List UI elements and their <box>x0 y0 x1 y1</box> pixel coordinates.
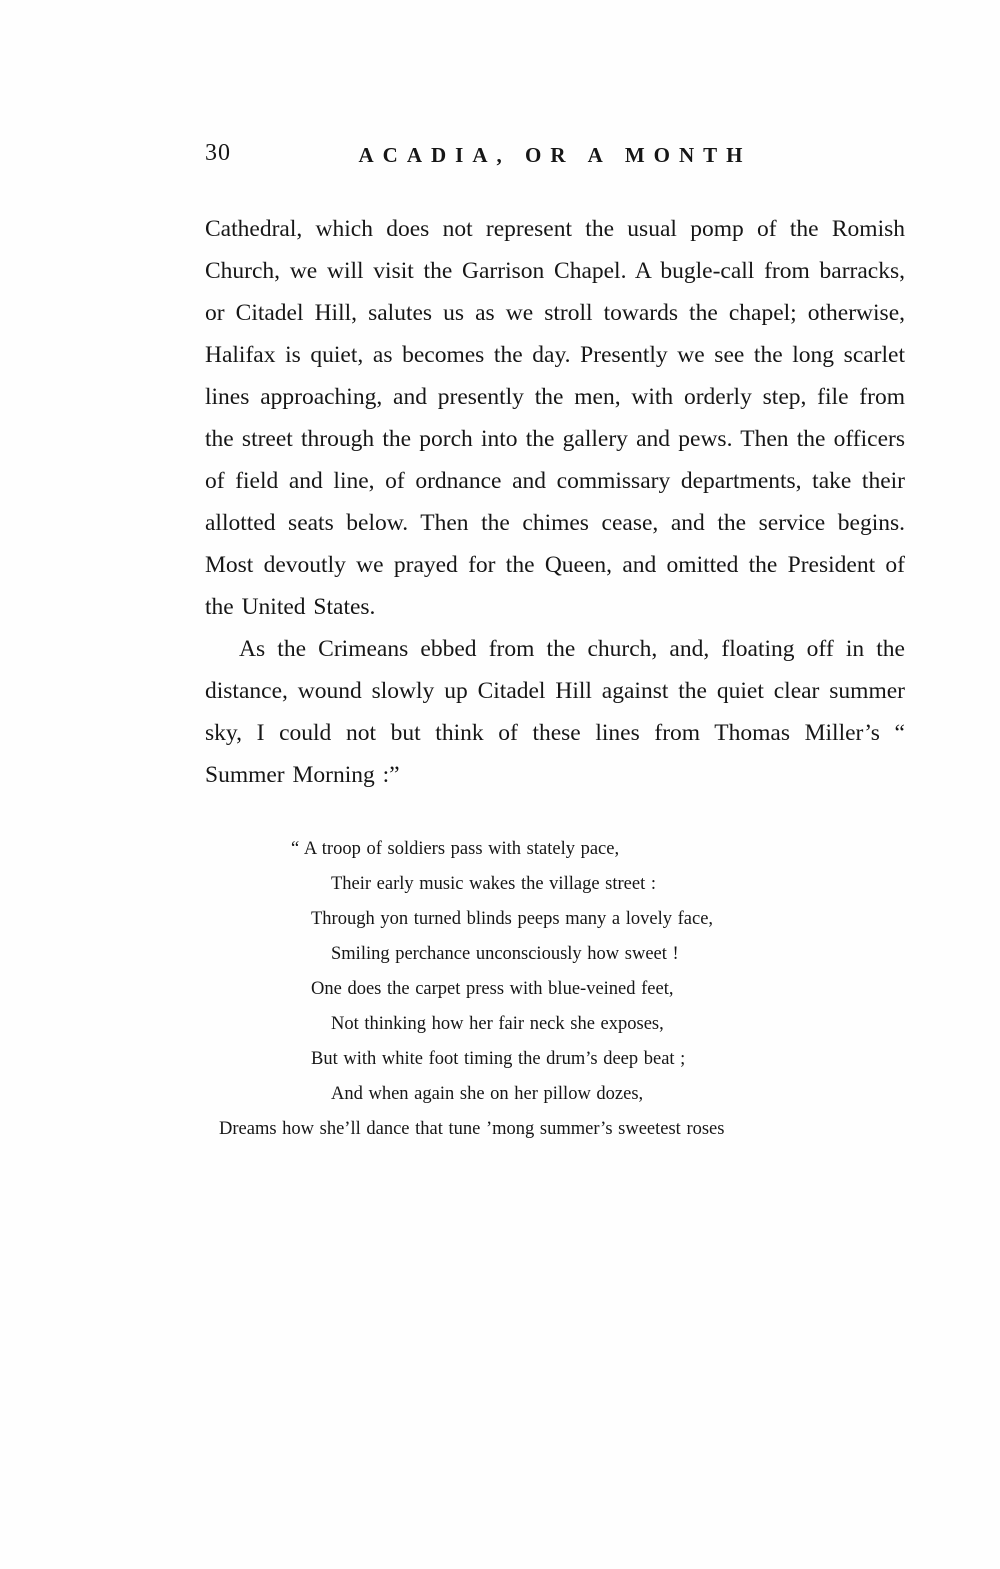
poem-line: And when again she on her pillow dozes, <box>331 1084 644 1104</box>
body-text <box>205 208 905 796</box>
page-header <box>205 140 905 186</box>
poem-line: Through yon turned blinds peeps many a lovely face, <box>311 909 714 929</box>
poem-line: Their early music wakes the village street : <box>331 874 656 894</box>
poem-line: Smiling perchance unconsciously how sweet ! <box>331 944 679 964</box>
poem-line: But with white foot timing the drum’s deep beat ; <box>311 1049 686 1069</box>
body-paragraph: Cathedral, which does not represent the usual pomp of the Romish Church, we will visit the Garrison Chapel. A bugle-call from barracks, or Citadel Hill, salutes us as we stroll towards the chapel; otherwise, Halifax is quiet, as becomes the day. Presently we see the long scarlet lines approaching, and presently the men, with orderly step, file from the street through the porch into the gallery and pews. Then the officers of field and line, of ordnance and commissary departments, take their allotted seats below. Then the chimes cease, and the service begins. Most devoutly we prayed for the Queen, and omitted the President of the United States. <box>205 216 905 620</box>
poem-line: Not thinking how her fair neck she exposes, <box>331 1014 664 1034</box>
running-title: ACADIA, OR A MONTH <box>358 143 752 167</box>
text-column <box>205 140 905 1147</box>
poem-line: Dreams how she’ll dance that tune ’mong summer’s sweetest roses <box>219 1119 725 1139</box>
poem-line: One does the carpet press with blue-veined feet, <box>311 979 674 999</box>
poem-quotation <box>205 832 905 1147</box>
page-number: 30 <box>205 140 231 166</box>
body-paragraph: As the Crimeans ebbed from the church, and, floating off in the distance, wound slowly up Citadel Hill against the quiet clear summer sky, I could not but think of these lines from Thomas Miller’s “ Summer Morning :” <box>205 636 905 788</box>
poem-line: “ A troop of soldiers pass with stately pace, <box>291 839 620 859</box>
